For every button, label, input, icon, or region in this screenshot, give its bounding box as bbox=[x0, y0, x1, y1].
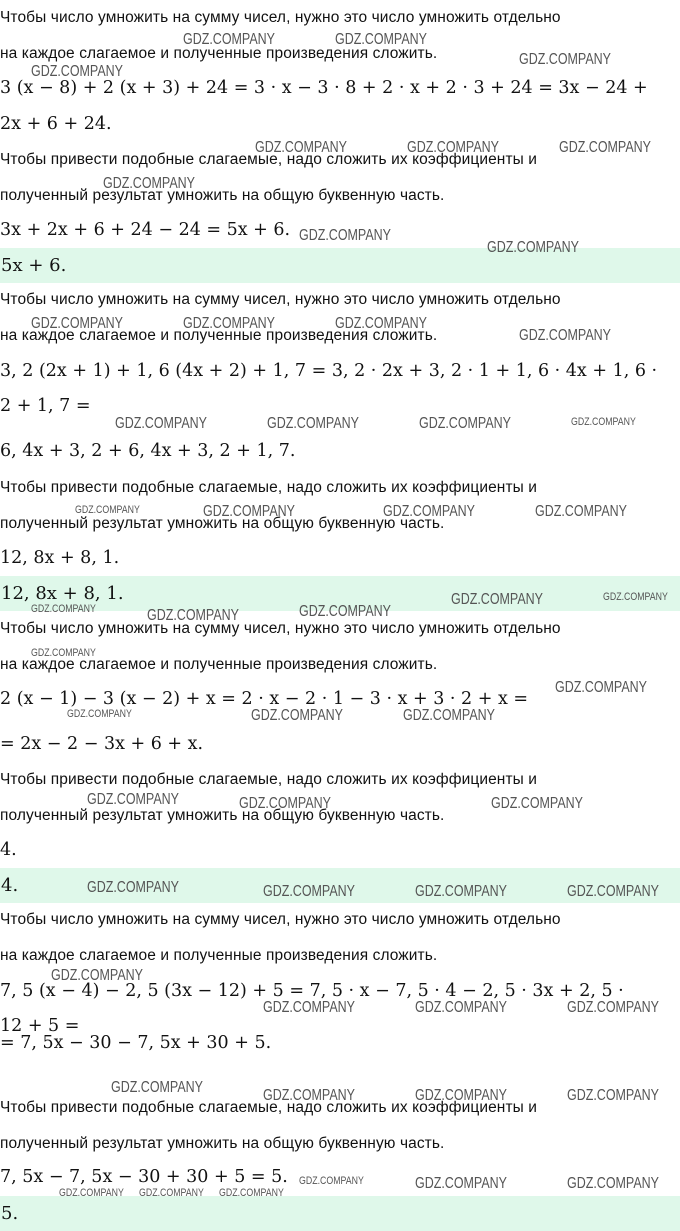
rule-like-terms: Чтобы привести подобные слагаемые, надо сложить их коэффициенты и bbox=[0, 1099, 538, 1116]
watermark: GDZ.COMPANY bbox=[263, 883, 355, 900]
watermark: GDZ.COMPANY bbox=[567, 999, 659, 1016]
watermark: GDZ.COMPANY bbox=[535, 503, 627, 520]
rule-like-terms: Чтобы привести подобные слагаемые, надо сложить их коэффициенты и bbox=[0, 479, 538, 496]
watermark: GDZ.COMPANY bbox=[567, 1087, 659, 1104]
answer-text: 5. bbox=[1, 1203, 19, 1224]
watermark: GDZ.COMPANY bbox=[219, 1187, 284, 1199]
rule-distributive: на каждое слагаемое и полученные произведения сложить. bbox=[0, 327, 438, 344]
watermark: GDZ.COMPANY bbox=[263, 1087, 355, 1104]
rule-distributive: на каждое слагаемое и полученные произведения сложить. bbox=[0, 45, 438, 62]
watermark: GDZ.COMPANY bbox=[183, 315, 275, 332]
watermark: GDZ.COMPANY bbox=[239, 795, 331, 812]
watermark: GDZ.COMPANY bbox=[415, 999, 507, 1016]
watermark: GDZ.COMPANY bbox=[451, 591, 543, 608]
rule-like-terms: полученный результат умножить на общую буквенную часть. bbox=[0, 515, 445, 532]
watermark: GDZ.COMPANY bbox=[299, 1175, 364, 1187]
rule-distributive: Чтобы число умножить на сумму чисел, нужно это число умножить отдельно bbox=[0, 9, 561, 26]
watermark: GDZ.COMPANY bbox=[67, 708, 132, 720]
rule-like-terms: полученный результат умножить на общую буквенную часть. bbox=[0, 1135, 445, 1152]
watermark: GDZ.COMPANY bbox=[139, 1187, 204, 1199]
watermark: GDZ.COMPANY bbox=[299, 603, 391, 620]
watermark: GDZ.COMPANY bbox=[567, 1175, 659, 1192]
watermark: GDZ.COMPANY bbox=[335, 315, 427, 332]
watermark: GDZ.COMPANY bbox=[519, 327, 611, 344]
watermark: GDZ.COMPANY bbox=[487, 239, 579, 256]
watermark: GDZ.COMPANY bbox=[407, 139, 499, 156]
watermark: GDZ.COMPANY bbox=[31, 647, 96, 659]
watermark: GDZ.COMPANY bbox=[403, 707, 495, 724]
watermark: GDZ.COMPANY bbox=[263, 999, 355, 1016]
watermark: GDZ.COMPANY bbox=[59, 1187, 124, 1199]
answer-text: 5x + 6. bbox=[1, 255, 67, 276]
watermark: GDZ.COMPANY bbox=[419, 415, 511, 432]
expansion-line: 7, 5 (x − 4) − 2, 5 (3x − 12) + 5 = 7, 5 · x − 7, 5 · 4 − 2, 5 · 3x + 2, 5 · bbox=[0, 981, 624, 1001]
rule-distributive: Чтобы число умножить на сумму чисел, нужно это число умножить отдельно bbox=[0, 620, 561, 637]
expansion-line: = 2x − 2 − 3x + 6 + x. bbox=[0, 734, 204, 754]
watermark: GDZ.COMPANY bbox=[299, 227, 391, 244]
watermark: GDZ.COMPANY bbox=[555, 679, 647, 696]
watermark: GDZ.COMPANY bbox=[415, 883, 507, 900]
watermark: GDZ.COMPANY bbox=[519, 51, 611, 68]
watermark: GDZ.COMPANY bbox=[183, 31, 275, 48]
watermark: GDZ.COMPANY bbox=[559, 139, 651, 156]
watermark: GDZ.COMPANY bbox=[383, 503, 475, 520]
expansion-line: 3, 2 (2x + 1) + 1, 6 (4x + 2) + 1, 7 = 3, 2 · 2x + 3, 2 · 1 + 1, 6 · 4x + 1, 6 · bbox=[0, 361, 658, 381]
rule-distributive: на каждое слагаемое и полученные произведения сложить. bbox=[0, 656, 438, 673]
expansion-line: 2x + 6 + 24. bbox=[0, 114, 112, 134]
watermark: GDZ.COMPANY bbox=[251, 707, 343, 724]
rule-distributive: Чтобы число умножить на сумму чисел, нужно это число умножить отдельно bbox=[0, 291, 561, 308]
expansion-line: 3 (x − 8) + 2 (x + 3) + 24 = 3 · x − 3 · 8 + 2 · x + 2 · 3 + 24 = 3x − 24 + bbox=[0, 78, 648, 98]
simplification-line: 3x + 2x + 6 + 24 − 24 = 5x + 6. bbox=[0, 220, 291, 240]
watermark: GDZ.COMPANY bbox=[103, 175, 195, 192]
watermark: GDZ.COMPANY bbox=[491, 795, 583, 812]
expansion-line: = 7, 5x − 30 − 7, 5x + 30 + 5. bbox=[0, 1033, 272, 1053]
answer-box bbox=[0, 1196, 680, 1231]
watermark: GDZ.COMPANY bbox=[335, 31, 427, 48]
simplification-line: 7, 5x − 7, 5x − 30 + 30 + 5 = 5. bbox=[0, 1167, 288, 1187]
watermark: GDZ.COMPANY bbox=[415, 1087, 507, 1104]
watermark: GDZ.COMPANY bbox=[415, 1175, 507, 1192]
watermark: GDZ.COMPANY bbox=[87, 791, 179, 808]
watermark: GDZ.COMPANY bbox=[31, 315, 123, 332]
answer-text: 4. bbox=[1, 875, 19, 896]
watermark: GDZ.COMPANY bbox=[31, 63, 123, 80]
watermark: GDZ.COMPANY bbox=[267, 415, 359, 432]
watermark: GDZ.COMPANY bbox=[87, 879, 179, 896]
expansion-line: 6, 4x + 3, 2 + 6, 4x + 3, 2 + 1, 7. bbox=[0, 441, 296, 461]
watermark: GDZ.COMPANY bbox=[75, 504, 140, 516]
watermark: GDZ.COMPANY bbox=[51, 967, 143, 984]
simplification-line: 12, 8x + 8, 1. bbox=[0, 548, 120, 568]
simplification-line: 4. bbox=[0, 840, 17, 860]
rule-like-terms: Чтобы привести подобные слагаемые, надо сложить их коэффициенты и bbox=[0, 151, 538, 168]
watermark: GDZ.COMPANY bbox=[31, 603, 96, 615]
expansion-line: 12 + 5 = bbox=[0, 1016, 80, 1036]
answer-text: 12, 8x + 8, 1. bbox=[1, 583, 124, 604]
rule-like-terms: Чтобы привести подобные слагаемые, надо сложить их коэффициенты и bbox=[0, 771, 538, 788]
rule-distributive: Чтобы число умножить на сумму чисел, нужно это число умножить отдельно bbox=[0, 911, 561, 928]
expansion-line: 2 (x − 1) − 3 (x − 2) + x = 2 · x − 2 · 1 − 3 · x + 3 · 2 + x = bbox=[0, 689, 529, 709]
expansion-line: 2 + 1, 7 = bbox=[0, 396, 91, 416]
watermark: GDZ.COMPANY bbox=[147, 607, 239, 624]
watermark: GDZ.COMPANY bbox=[255, 139, 347, 156]
watermark: GDZ.COMPANY bbox=[115, 415, 207, 432]
watermark: GDZ.COMPANY bbox=[111, 1079, 203, 1096]
watermark: GDZ.COMPANY bbox=[571, 416, 636, 428]
rule-like-terms: полученный результат умножить на общую буквенную часть. bbox=[0, 807, 445, 824]
rule-like-terms: полученный результат умножить на общую буквенную часть. bbox=[0, 187, 445, 204]
rule-distributive: на каждое слагаемое и полученные произведения сложить. bbox=[0, 947, 438, 964]
watermark: GDZ.COMPANY bbox=[203, 503, 295, 520]
watermark: GDZ.COMPANY bbox=[603, 591, 668, 603]
watermark: GDZ.COMPANY bbox=[567, 883, 659, 900]
